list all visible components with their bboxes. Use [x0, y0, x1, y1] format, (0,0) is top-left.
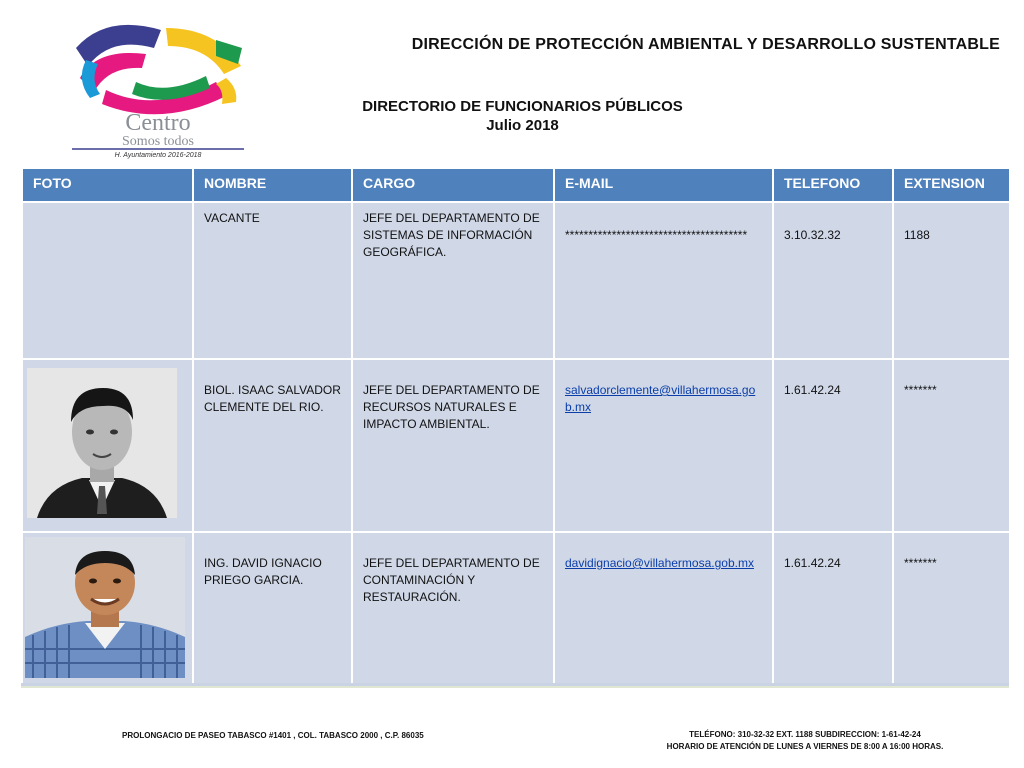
footer-contact	[640, 729, 970, 753]
telefono-cell	[773, 359, 893, 532]
telefono-value: 1.61.42.24	[784, 556, 841, 570]
org-title: DIRECCIÓN DE PROTECCIÓN AMBIENTAL Y DESARROLLO SUSTENTABLE	[411, 36, 1000, 53]
centro-logo	[66, 18, 250, 160]
extension-cell	[893, 202, 1010, 359]
cargo-cell: JEFE DEL DEPARTAMENTO DE RECURSOS NATURALES E IMPACTO AMBIENTAL.	[352, 359, 554, 532]
portrait-photo-color	[25, 537, 185, 678]
telefono-cell	[773, 202, 893, 359]
logo-name: Centro	[125, 110, 191, 136]
email-link[interactable]: davidignacio@villahermosa.gob.mx	[565, 556, 754, 570]
doc-title: DIRECTORIO DE FUNCIONARIOS PÚBLICOS	[362, 98, 683, 115]
cargo-cell: JEFE DEL DEPARTAMENTO DE CONTAMINACIÓN Y RESTAURACIÓN.	[352, 532, 554, 684]
nombre-cell: VACANTE	[193, 202, 352, 359]
telefono-cell	[773, 532, 893, 684]
photo-cell	[22, 532, 193, 684]
footer-address: PROLONGACIO DE PASEO TABASCO #1401 , COL. TABASCO 2000 , C.P. 86035	[122, 731, 424, 740]
email-cell	[554, 359, 773, 532]
col-email: E-MAIL	[554, 168, 773, 202]
logo-tagline: Somos todos	[122, 134, 194, 149]
portrait-photo-grayscale	[27, 368, 177, 518]
email-link[interactable]: salvadorclemente@villahermosa.gob.mx	[565, 383, 756, 414]
table-header-row	[22, 168, 1010, 202]
email-masked: ***************************************	[565, 228, 748, 242]
table-row	[22, 359, 1010, 532]
col-telefono: TELEFONO	[773, 168, 893, 202]
extension-cell	[893, 532, 1010, 684]
table-row	[22, 532, 1010, 684]
extension-value: 1188	[904, 228, 930, 242]
logo-caption: H. Ayuntamiento 2016-2018	[114, 152, 202, 159]
extension-value: *******	[904, 383, 937, 397]
table-row	[22, 202, 1010, 359]
directory-table	[21, 167, 1009, 685]
nombre-cell: BIOL. ISAAC SALVADOR CLEMENTE DEL RIO.	[193, 359, 352, 532]
logo-graphic	[66, 18, 250, 160]
col-foto: FOTO	[22, 168, 193, 202]
extension-value: *******	[904, 556, 937, 570]
photo-cell	[22, 359, 193, 532]
footer-phone: TELÉFONO: 310-32-32 EXT. 1188 SUBDIRECCION: 1-61-42-24	[689, 730, 921, 739]
doc-date: Julio 2018	[486, 117, 559, 134]
table-bottom-divider	[21, 686, 1009, 688]
col-cargo: CARGO	[352, 168, 554, 202]
photo-cell-empty	[22, 202, 193, 359]
email-cell	[554, 532, 773, 684]
cargo-cell: JEFE DEL DEPARTAMENTO DE SISTEMAS DE INFORMACIÓN GEOGRÁFICA.	[352, 202, 554, 359]
nombre-cell: ING. DAVID IGNACIO PRIEGO GARCIA.	[193, 532, 352, 684]
col-extension: EXTENSION	[893, 168, 1010, 202]
telefono-value: 1.61.42.24	[784, 383, 841, 397]
email-cell	[554, 202, 773, 359]
footer-hours: HORARIO DE ATENCIÓN DE LUNES A VIERNES DE 8:00 A 16:00 HORAS.	[666, 742, 944, 751]
col-nombre: NOMBRE	[193, 168, 352, 202]
extension-cell	[893, 359, 1010, 532]
telefono-value: 3.10.32.32	[784, 228, 841, 242]
